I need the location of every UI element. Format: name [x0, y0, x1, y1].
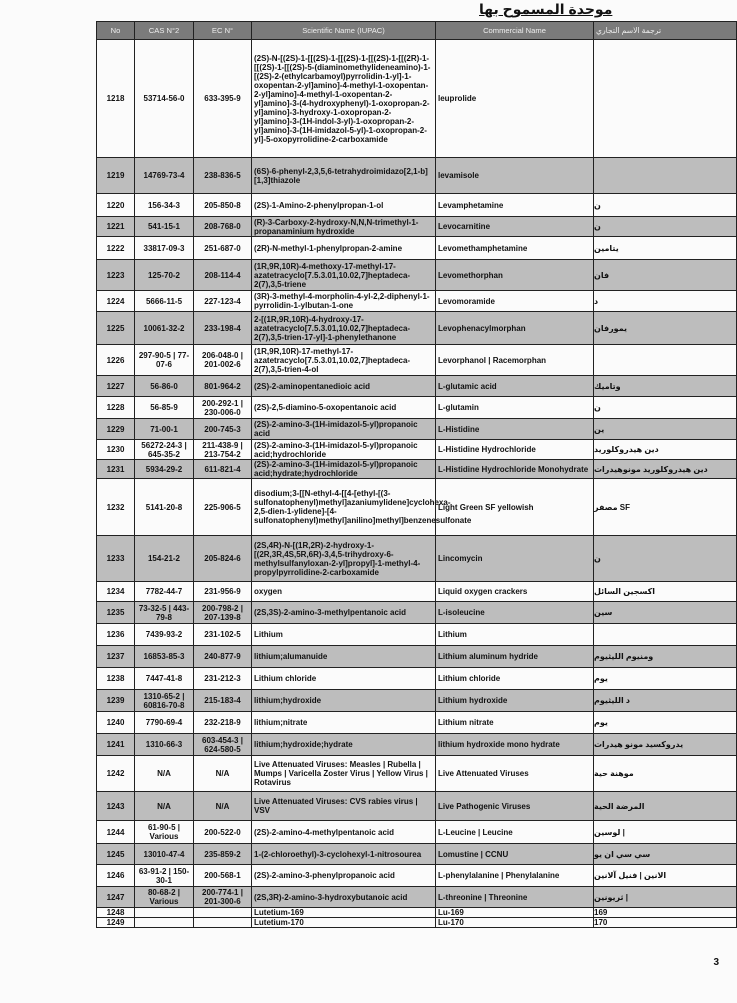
cell-ec: 225-906-5 [194, 479, 252, 536]
cell-scientific-name: (2S,4R)-N-[(1R,2R)-2-hydroxy-1-[(2R,3R,4S,5R,6R)-3,4,5-trihydroxy-6-methylsulfanyloxan-2-yl]propyl]-1-methyl-4-propylpyrrolidine-2-carboxamide [252, 536, 436, 582]
cell-no: 1222 [97, 237, 135, 260]
cell-scientific-name: Live Attenuated Viruses: Measles | Rubella | Mumps | Varicella Zoster Virus | Yellow Virus | Rotavirus [252, 756, 436, 792]
cell-no: 1236 [97, 624, 135, 646]
cell-cas [135, 908, 194, 918]
cell-commercial-name: L-Histidine Hydrochloride [436, 440, 594, 460]
table-row [97, 602, 737, 624]
cell-ec: 233-198-4 [194, 312, 252, 345]
cell-no: 1218 [97, 40, 135, 158]
cell-scientific-name: disodium;3-[[N-ethyl-4-[[4-[ethyl-[(3-sulfonatophenyl)methyl]azaniumylidene]cyclohexa-2,5-dien-1-ylidene]-[4-sulfonatophenyl)methyl]anilino]methyl]benzenesulfonate [252, 479, 436, 536]
cell-no: 1232 [97, 479, 135, 536]
cell-scientific-name: lithium;hydroxide;hydrate [252, 734, 436, 756]
table-row [97, 260, 737, 291]
cell-scientific-name: 1-(2-chloroethyl)-3-cyclohexyl-1-nitrosourea [252, 844, 436, 865]
cell-cas: 80-68-2 | Various [135, 887, 194, 908]
cell-arabic-name [594, 624, 737, 646]
page-title: موحدة المسموح بها [479, 1, 613, 17]
cell-no: 1239 [97, 690, 135, 712]
cell-scientific-name: (2S)-2-amino-3-(1H-imidazol-5-yl)propanoic acid;hydrochloride [252, 440, 436, 460]
cell-ec: 200-745-3 [194, 419, 252, 440]
table-row [97, 865, 737, 887]
cell-scientific-name: (2S)-2-amino-3-phenylpropanoic acid [252, 865, 436, 887]
cell-commercial-name: Live Attenuated Viruses [436, 756, 594, 792]
cell-ec [194, 918, 252, 928]
cell-cas: 125-70-2 [135, 260, 194, 291]
cell-commercial-name: Lu-170 [436, 918, 594, 928]
cell-commercial-name: L-phenylalanine | Phenylalanine [436, 865, 594, 887]
table-row [97, 690, 737, 712]
header-commercial-name: Commercial Name [436, 22, 594, 40]
cell-commercial-name: L-Histidine Hydrochloride Monohydrate [436, 460, 594, 479]
cell-no: 1238 [97, 668, 135, 690]
cell-no: 1247 [97, 887, 135, 908]
page-number: 3 [713, 957, 719, 968]
cell-cas: 73-32-5 | 443-79-8 [135, 602, 194, 624]
cell-cas: 1310-66-3 [135, 734, 194, 756]
cell-scientific-name: (2S)-2,5-diamino-5-oxopentanoic acid [252, 397, 436, 419]
cell-cas: 13010-47-4 [135, 844, 194, 865]
cell-commercial-name: Levomethamphetamine [436, 237, 594, 260]
cell-cas: 7447-41-8 [135, 668, 194, 690]
table-row [97, 712, 737, 734]
cell-scientific-name: Lutetium-169 [252, 908, 436, 918]
table-row [97, 460, 737, 479]
cell-arabic-name: دين هيدروكلوريد [594, 440, 737, 460]
cell-cas: N/A [135, 756, 194, 792]
cell-ec: 231-212-3 [194, 668, 252, 690]
cell-cas: 14769-73-4 [135, 158, 194, 194]
cell-ec: 231-956-9 [194, 582, 252, 602]
cell-arabic-name: سين [594, 602, 737, 624]
cell-commercial-name: L-Histidine [436, 419, 594, 440]
cell-arabic-name: 170 [594, 918, 737, 928]
cell-commercial-name: Lithium aluminum hydride [436, 646, 594, 668]
cell-cas: 10061-32-2 [135, 312, 194, 345]
cell-cas: 156-34-3 [135, 194, 194, 217]
cell-scientific-name: (1R,9R,10R)-17-methyl-17-azatetracyclo[7.5.3.01,10.02,7]heptadeca-2(7),3,5-trien-4-ol [252, 345, 436, 376]
cell-no: 1224 [97, 291, 135, 312]
cell-scientific-name: (2S)-2-amino-3-(1H-imidazol-5-yl)propanoic acid;hydrate;hydrochloride [252, 460, 436, 479]
cell-commercial-name: Levorphanol | Racemorphan [436, 345, 594, 376]
cell-scientific-name: (2S)-2-amino-4-methylpentanoic acid [252, 821, 436, 844]
cell-commercial-name: L-threonine | Threonine [436, 887, 594, 908]
cell-scientific-name: lithium;nitrate [252, 712, 436, 734]
cell-scientific-name: (2S,3R)-2-amino-3-hydroxybutanoic acid [252, 887, 436, 908]
cell-no: 1240 [97, 712, 135, 734]
cell-arabic-name: دين هيدروكلوريد مونوهيدرات [594, 460, 737, 479]
cell-scientific-name: (1R,9R,10R)-4-methoxy-17-methyl-17-azatetracyclo[7.5.3.01,10.02,7]heptadeca-2(7),3,5-triene [252, 260, 436, 291]
table-row [97, 734, 737, 756]
cell-commercial-name: L-glutamic acid [436, 376, 594, 397]
cell-scientific-name: oxygen [252, 582, 436, 602]
cell-arabic-name: ن [594, 217, 737, 237]
cell-no: 1242 [97, 756, 135, 792]
table-row [97, 217, 737, 237]
cell-ec: 801-964-2 [194, 376, 252, 397]
cell-arabic-name: ن [594, 397, 737, 419]
cell-scientific-name: (2S)-1-Amino-2-phenylpropan-1-ol [252, 194, 436, 217]
cell-arabic-name: ن [594, 194, 737, 217]
cell-arabic-name: يوم [594, 668, 737, 690]
cell-ec: 205-824-6 [194, 536, 252, 582]
cell-commercial-name: Lomustine | CCNU [436, 844, 594, 865]
cell-ec: 231-102-5 [194, 624, 252, 646]
cell-no: 1226 [97, 345, 135, 376]
table-row [97, 756, 737, 792]
cell-ec: 603-454-3 | 624-580-5 [194, 734, 252, 756]
cell-cas: 16853-85-3 [135, 646, 194, 668]
cell-commercial-name: Lithium hydroxide [436, 690, 594, 712]
cell-scientific-name: (6S)-6-phenyl-2,3,5,6-tetrahydroimidazo[2,1-b][1,3]thiazole [252, 158, 436, 194]
table-row [97, 376, 737, 397]
cell-ec: 200-798-2 | 207-139-8 [194, 602, 252, 624]
table-row [97, 479, 737, 536]
cell-arabic-name: اكسجين السائل [594, 582, 737, 602]
cell-commercial-name: Lithium nitrate [436, 712, 594, 734]
cell-commercial-name: Levomoramide [436, 291, 594, 312]
cell-commercial-name: Levamphetamine [436, 194, 594, 217]
cell-arabic-name: | لوسين [594, 821, 737, 844]
cell-ec: 200-292-1 | 230-006-0 [194, 397, 252, 419]
cell-cas: 61-90-5 | Various [135, 821, 194, 844]
table-row [97, 345, 737, 376]
cell-arabic-name: يوم [594, 712, 737, 734]
cell-ec: 238-836-5 [194, 158, 252, 194]
cell-arabic-name: | ثريونين [594, 887, 737, 908]
cell-cas: 297-90-5 | 77-07-6 [135, 345, 194, 376]
cell-scientific-name: 2-[(1R,9R,10R)-4-hydroxy-17-azatetracyclo[7.5.3.01,10.02,7]heptadeca-2(7),3,5-trien-17-yl]-1-phenylethanone [252, 312, 436, 345]
cell-cas: N/A [135, 792, 194, 821]
cell-commercial-name: L-Leucine | Leucine [436, 821, 594, 844]
cell-arabic-name [594, 40, 737, 158]
table-row [97, 582, 737, 602]
cell-no: 1219 [97, 158, 135, 194]
cell-arabic-name: ين [594, 419, 737, 440]
cell-commercial-name: Light Green SF yellowish [436, 479, 594, 536]
cell-no: 1229 [97, 419, 135, 440]
cell-no: 1249 [97, 918, 135, 928]
cell-scientific-name: Live Attenuated Viruses: CVS rabies virus | VSV [252, 792, 436, 821]
table-row [97, 237, 737, 260]
table-row [97, 792, 737, 821]
cell-cas: 541-15-1 [135, 217, 194, 237]
cell-commercial-name: leuprolide [436, 40, 594, 158]
cell-ec: 208-114-4 [194, 260, 252, 291]
cell-commercial-name: L-isoleucine [436, 602, 594, 624]
cell-cas: 63-91-2 | 150-30-1 [135, 865, 194, 887]
cell-arabic-name: المرضة الحية [594, 792, 737, 821]
table-row [97, 194, 737, 217]
cell-arabic-name: وتاميك [594, 376, 737, 397]
cell-no: 1230 [97, 440, 135, 460]
cell-no: 1248 [97, 908, 135, 918]
cell-ec: 235-859-2 [194, 844, 252, 865]
header-scientific-name: Scientific Name (IUPAC) [252, 22, 436, 40]
cell-scientific-name: (2S)-2-amino-3-(1H-imidazol-5-yl)propanoic acid [252, 419, 436, 440]
cell-commercial-name: Lu-169 [436, 908, 594, 918]
cell-no: 1220 [97, 194, 135, 217]
cell-commercial-name: Lithium [436, 624, 594, 646]
header-no: No [97, 22, 135, 40]
table-row [97, 40, 737, 158]
cell-no: 1237 [97, 646, 135, 668]
table-row [97, 312, 737, 345]
cell-arabic-name: د الليثيوم [594, 690, 737, 712]
cell-ec: 211-438-9 | 213-754-2 [194, 440, 252, 460]
cell-cas: 7439-93-2 [135, 624, 194, 646]
cell-cas: 53714-56-0 [135, 40, 194, 158]
cell-ec [194, 908, 252, 918]
cell-cas: 5934-29-2 [135, 460, 194, 479]
cell-no: 1241 [97, 734, 135, 756]
cell-no: 1227 [97, 376, 135, 397]
header-cas: CAS N°2 [135, 22, 194, 40]
cell-cas: 56272-24-3 | 645-35-2 [135, 440, 194, 460]
cell-scientific-name: Lithium [252, 624, 436, 646]
cell-cas [135, 918, 194, 928]
cell-ec: 227-123-4 [194, 291, 252, 312]
cell-scientific-name: Lutetium-170 [252, 918, 436, 928]
cell-scientific-name: (2S)-2-aminopentanedioic acid [252, 376, 436, 397]
cell-scientific-name: (2R)-N-methyl-1-phenylpropan-2-amine [252, 237, 436, 260]
table-row [97, 668, 737, 690]
cell-commercial-name: Lincomycin [436, 536, 594, 582]
cell-no: 1246 [97, 865, 135, 887]
table-row [97, 918, 737, 928]
cell-arabic-name: فان [594, 260, 737, 291]
table-row [97, 624, 737, 646]
cell-ec: 206-048-0 | 201-002-6 [194, 345, 252, 376]
cell-cas: 1310-65-2 | 60816-70-8 [135, 690, 194, 712]
table-row [97, 291, 737, 312]
cell-commercial-name: Lithium chloride [436, 668, 594, 690]
table-row [97, 440, 737, 460]
header-arabic-translation: ترجمة الاسم التجاري [594, 22, 737, 40]
cell-scientific-name: lithium;alumanuide [252, 646, 436, 668]
cell-ec: N/A [194, 756, 252, 792]
cell-ec: 232-218-9 [194, 712, 252, 734]
cell-arabic-name [594, 345, 737, 376]
table-header-row [97, 22, 737, 40]
cell-ec: 200-522-0 [194, 821, 252, 844]
cell-no: 1221 [97, 217, 135, 237]
cell-ec: 200-568-1 [194, 865, 252, 887]
cell-no: 1233 [97, 536, 135, 582]
cell-cas: 71-00-1 [135, 419, 194, 440]
cell-arabic-name: د [594, 291, 737, 312]
cell-no: 1235 [97, 602, 135, 624]
cell-no: 1223 [97, 260, 135, 291]
cell-commercial-name: L-glutamin [436, 397, 594, 419]
cell-cas: 56-86-0 [135, 376, 194, 397]
cell-ec: 611-821-4 [194, 460, 252, 479]
cell-commercial-name: Levophenacylmorphan [436, 312, 594, 345]
cell-cas: 5666-11-5 [135, 291, 194, 312]
cell-commercial-name: Levomethorphan [436, 260, 594, 291]
table-row [97, 821, 737, 844]
cell-arabic-name: يمورفان [594, 312, 737, 345]
table-row [97, 887, 737, 908]
cell-cas: 7790-69-4 [135, 712, 194, 734]
cell-arabic-name: 169 [594, 908, 737, 918]
table-row [97, 397, 737, 419]
cell-arabic-name: يتامين [594, 237, 737, 260]
cell-no: 1234 [97, 582, 135, 602]
header-ec: EC N° [194, 22, 252, 40]
cell-no: 1228 [97, 397, 135, 419]
cell-arabic-name: موهنة حية [594, 756, 737, 792]
cell-arabic-name: سي سي ان يو [594, 844, 737, 865]
cell-scientific-name: lithium;hydroxide [252, 690, 436, 712]
cell-ec: 215-183-4 [194, 690, 252, 712]
cell-commercial-name: Liquid oxygen crackers [436, 582, 594, 602]
cell-ec: 205-850-8 [194, 194, 252, 217]
cell-ec: N/A [194, 792, 252, 821]
cell-no: 1231 [97, 460, 135, 479]
cell-scientific-name: (2S,3S)-2-amino-3-methylpentanoic acid [252, 602, 436, 624]
cell-cas: 56-85-9 [135, 397, 194, 419]
table-row [97, 844, 737, 865]
cell-ec: 251-687-0 [194, 237, 252, 260]
table-row [97, 536, 737, 582]
cell-commercial-name: Levocarnitine [436, 217, 594, 237]
cell-no: 1225 [97, 312, 135, 345]
cell-cas: 5141-20-8 [135, 479, 194, 536]
cell-no: 1243 [97, 792, 135, 821]
table-row [97, 158, 737, 194]
cell-cas: 7782-44-7 [135, 582, 194, 602]
cell-ec: 633-395-9 [194, 40, 252, 158]
cell-commercial-name: lithium hydroxide mono hydrate [436, 734, 594, 756]
cell-no: 1245 [97, 844, 135, 865]
cell-ec: 200-774-1 | 201-300-6 [194, 887, 252, 908]
cell-scientific-name: Lithium chloride [252, 668, 436, 690]
cell-arabic-name: SF مصفر [594, 479, 737, 536]
cell-arabic-name: ومنيوم الليثيوم [594, 646, 737, 668]
cell-arabic-name: الانين | فنيل آلانين [594, 865, 737, 887]
cell-scientific-name: (2S)-N-[(2S)-1-[[(2S)-1-[[(2S)-1-[[(2S)-1-[[(2R)-1-[[(2S)-1-[[(2S)-5-(diaminomethylideneamino)-1-[(2S)-2-(ethylcarbamoyl)pyrrolidin-1-yl]-1-oxopentan-2-yl]amino]-4-methyl-1-oxopentan-2-yl]amino]-4-methyl-1-oxopentan-2-yl]amino]-3-(4-hydroxyphenyl)-1-oxopropan-2-yl]amino]-3-hydroxy-1-oxopropan-2-yl]amino]-3-(1H-indol-3-yl)-1-oxopropan-2-yl]amino]-3-(1H-imidazol-5-yl)-1-oxopropan-2-yl]-5-oxopyrrolidine-2-carboxamide [252, 40, 436, 158]
cell-ec: 240-877-9 [194, 646, 252, 668]
table-row [97, 646, 737, 668]
cell-scientific-name: (3R)-3-methyl-4-morpholin-4-yl-2,2-diphenyl-1-pyrrolidin-1-ylbutan-1-one [252, 291, 436, 312]
cell-commercial-name: Live Pathogenic Viruses [436, 792, 594, 821]
cell-arabic-name: ن [594, 536, 737, 582]
substances-table [96, 21, 737, 928]
cell-ec: 208-768-0 [194, 217, 252, 237]
cell-commercial-name: levamisole [436, 158, 594, 194]
table-row [97, 908, 737, 918]
cell-scientific-name: (R)-3-Carboxy-2-hydroxy-N,N,N-trimethyl-1-propanaminium hydroxide [252, 217, 436, 237]
cell-cas: 154-21-2 [135, 536, 194, 582]
cell-no: 1244 [97, 821, 135, 844]
cell-arabic-name: يدروكسيد مونو هيدرات [594, 734, 737, 756]
table-row [97, 419, 737, 440]
cell-arabic-name [594, 158, 737, 194]
cell-cas: 33817-09-3 [135, 237, 194, 260]
